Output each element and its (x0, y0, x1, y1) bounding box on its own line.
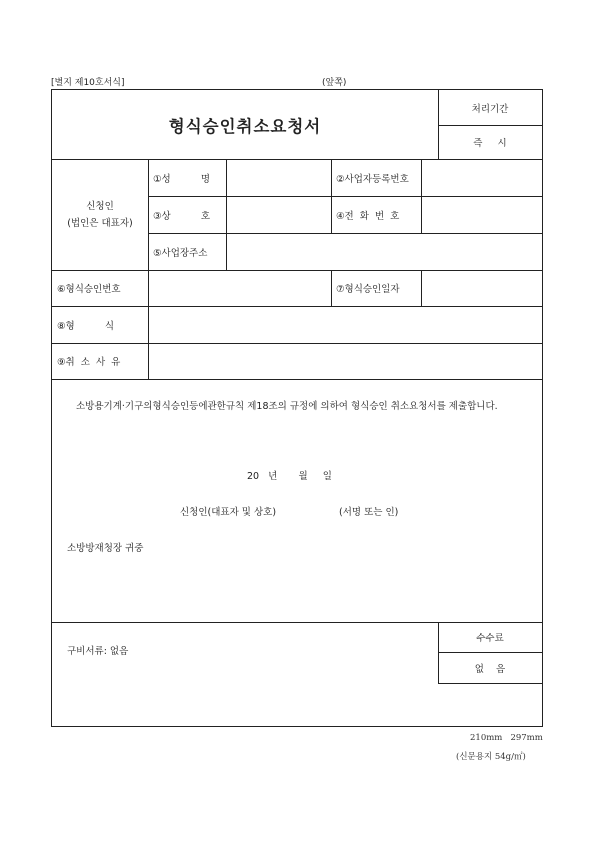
applicant-label-line1: 신청인 (86, 200, 114, 212)
divider (331, 159, 332, 233)
approval-number-field[interactable] (149, 270, 330, 306)
phone-label: ④전 화 번 호 (336, 210, 400, 222)
name-field[interactable] (227, 159, 330, 196)
date-line: 20 년 월 일 (247, 471, 332, 482)
model-field[interactable] (149, 306, 542, 343)
business-reg-no-field[interactable] (422, 159, 542, 196)
statement-text: 소방용기계·기구의형식승인등에관한규칙 제18조의 규정에 의하여 형식승인 취소요청서를 제출합니다. (76, 401, 498, 412)
form-container (51, 89, 543, 727)
business-address-field[interactable] (227, 233, 542, 270)
page-side: (앞쪽) (322, 78, 347, 88)
attachments-label: 구비서류: 없음 (67, 646, 129, 657)
divider (331, 270, 332, 306)
cancel-reason-label: ⑨취 소 사 유 (57, 357, 121, 368)
signature-line: 신청인(대표자 및 상호) (180, 507, 277, 518)
fee-label: 수수료 (476, 633, 504, 644)
approval-date-field[interactable] (422, 270, 542, 306)
model-label: ⑧형 식 (57, 320, 115, 332)
business-reg-no-label: ②사업자등록번호 (336, 173, 409, 185)
approval-date-label: ⑦형식승인일자 (336, 284, 400, 295)
company-name-label: ③상 호 (153, 210, 211, 222)
applicant-label (52, 159, 148, 270)
form-title: 형식승인취소요청서 (168, 116, 322, 136)
form-number: [별지 제10호서식] (51, 78, 125, 88)
signature-note: (서명 또는 인) (339, 507, 399, 518)
fee-value: 없 음 (474, 663, 506, 675)
divider (52, 379, 542, 380)
name-label: ①성 명 (153, 173, 211, 185)
cancel-reason-field[interactable] (149, 343, 542, 379)
business-address-label: ⑤사업장주소 (153, 247, 208, 259)
processing-period-label: 처리기간 (471, 103, 509, 115)
phone-field[interactable] (422, 196, 542, 233)
processing-period-value: 즉 시 (473, 138, 507, 149)
approval-number-label: ⑥형식승인번호 (57, 284, 121, 295)
divider (148, 159, 149, 270)
applicant-label-line2: (법인은 대표자) (67, 217, 133, 229)
company-name-field[interactable] (227, 196, 330, 233)
recipient: 소방방재청장 귀중 (67, 543, 144, 554)
paper-type: (신문용지 54g/㎡) (456, 752, 526, 762)
paper-size: 210mm 297mm (470, 733, 543, 743)
divider (438, 683, 542, 684)
